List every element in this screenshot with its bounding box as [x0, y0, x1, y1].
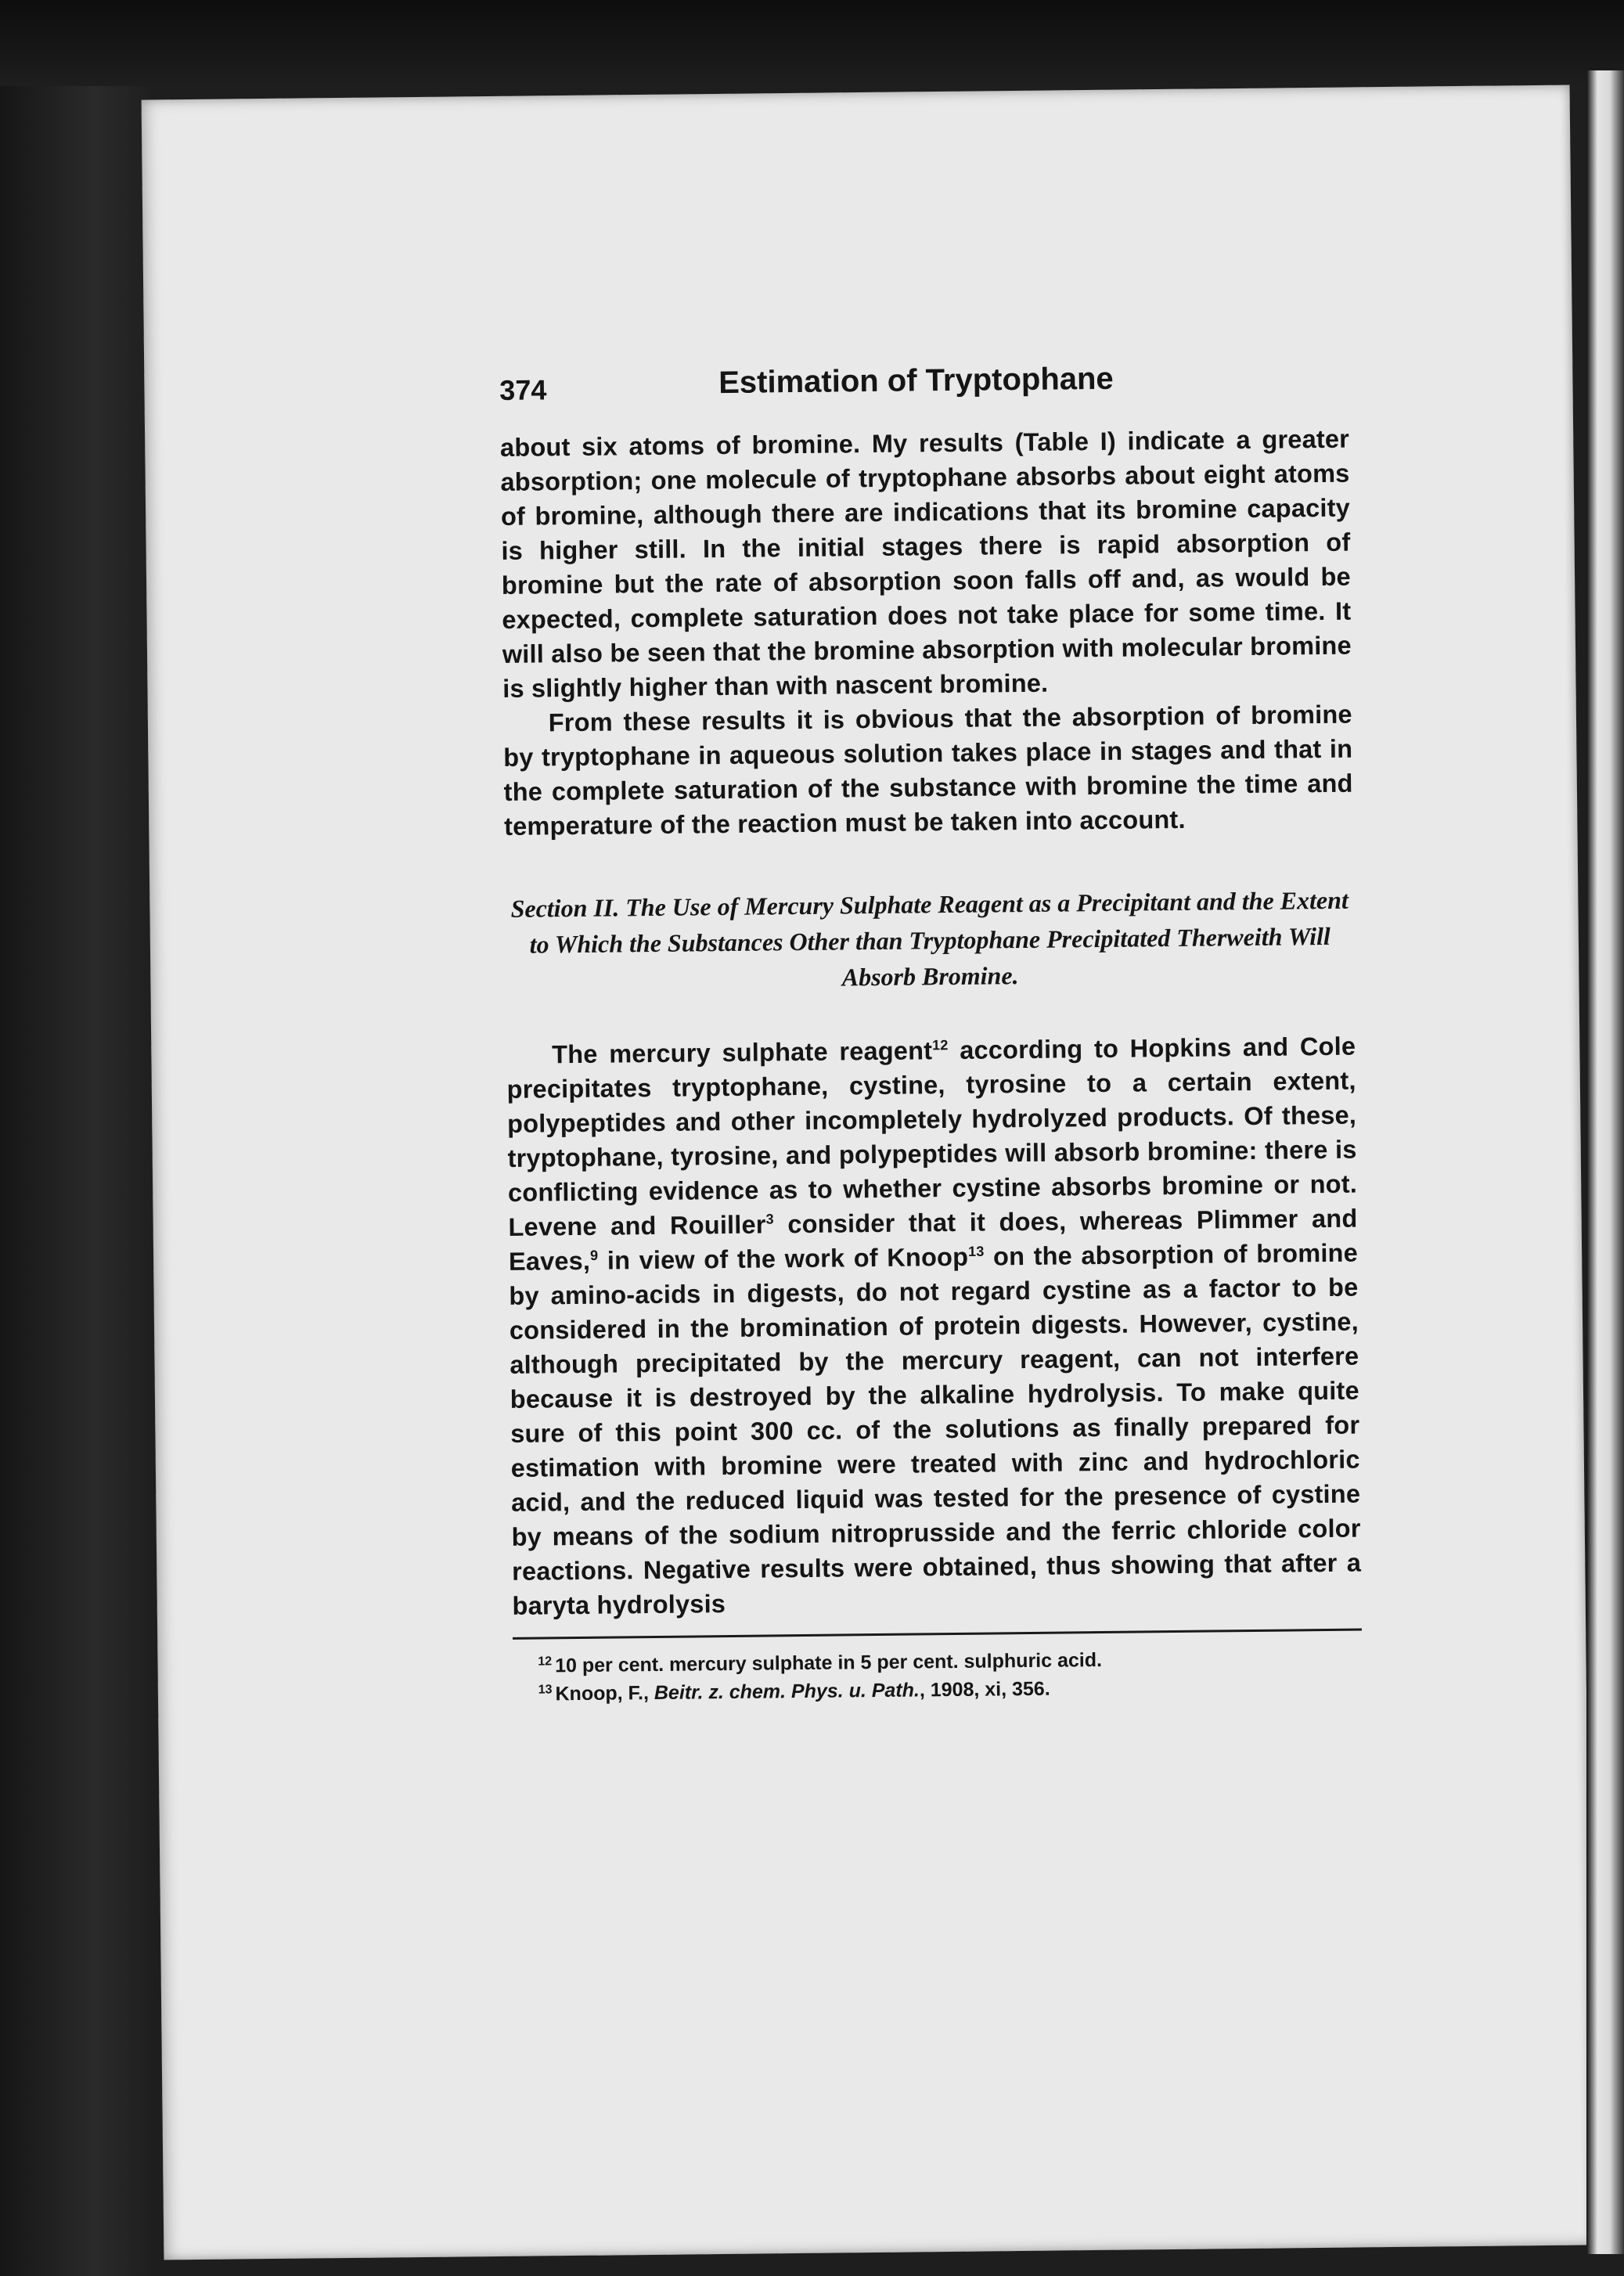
footnote-reference: 9 [589, 1247, 599, 1264]
paragraph-text-part: on the absorption of bromine by amino-acids in digests, do not regard cystine as a factor to be considered in the bromination of protein digests. However, cystine, although precipitated by the mercury reagent, can not interfere because it is destroyed by the alkaline hydrolysis. To make quite sure of this point 300 cc. of the solutions as finally prepared for estimation with bromine were treated with zinc and hydrochloric acid, and the reduced liquid was tested for the presence of cystine by means of the sodium nitroprusside and the ferric chloride color reactions. Negative results were obtained, thus showing that after a baryta hydrolysis [509, 1238, 1362, 1620]
facing-page-edge [1586, 70, 1624, 2254]
page-number: 374 [499, 373, 547, 406]
section-heading-text: The Use of Mercury Sulphate Reagent as a Precipitant and the Extent to Which the Substances Other than Tryptophane Precipitated Therweith Will Absorb Bromine. [529, 885, 1349, 992]
footnote-reference: 3 [765, 1211, 774, 1227]
scan-top-shadow [0, 0, 1624, 86]
running-title: Estimation of Tryptophane [718, 361, 1114, 401]
paragraph-1: about six atoms of bromine. My results (Table I) indicate a greater absorption; one molecule of tryptophane absorbs about eight atoms of bromine, although there are indications that its bromine capacity is higher still. In the initial stages there is rapid absorption of bromine but the rate of absorption soon falls off and, as would be expected, complete saturation does not take place for some time. It will also be seen that the bromine absorption with molecular bromine is slightly higher than with nascent bromine. [499, 424, 1352, 703]
page-header [499, 359, 1349, 415]
paragraph-text-part: in view of the work of Knoop [598, 1242, 969, 1275]
footnote-mark: 12 [538, 1655, 553, 1669]
page-content [499, 359, 1363, 1709]
paragraph-text-part: according to Hopkins and Cole precipitates tryptophane, cystine, tyrosine to a certain extent, polypeptides and other incompletely hydrolyzed products. Of these, tryptophane, tyrosine, and polypeptides will absorb bromine: there is conflicting evidence as to whether cystine absorbs bromine or not. Levene and Rouiller [506, 1032, 1358, 1241]
footnote-journal: Beitr. z. chem. Phys. u. Path. [654, 1679, 920, 1705]
footnote-reference: 12 [931, 1037, 949, 1053]
paragraph-section-2 [506, 1029, 1362, 1623]
section-heading-lead: Section II. [510, 893, 620, 923]
paragraph-2: From these results it is obvious that the absorption of bromine by tryptophane in aqueous solution takes place in stages and that in the complete saturation of the substance with bromine the time and temperature of the reaction must be taken into account. [503, 700, 1353, 841]
footnote-text: , 1908, xi, 356. [919, 1677, 1050, 1702]
footnote-mark: 13 [538, 1683, 553, 1697]
footnote-text: 10 per cent. mercury sulphate in 5 per cent. sulphuric acid. [555, 1649, 1103, 1677]
footnote-divider [513, 1629, 1362, 1640]
paragraph-text-part: The mercury sulphate reagent [552, 1036, 933, 1069]
footnote-text: Knoop, F., [555, 1682, 655, 1705]
footnote-reference: 13 [967, 1243, 985, 1259]
section-heading [505, 882, 1355, 999]
paragraph-text-part: consider that it does, whereas Plimmer and Eaves, [508, 1204, 1358, 1276]
